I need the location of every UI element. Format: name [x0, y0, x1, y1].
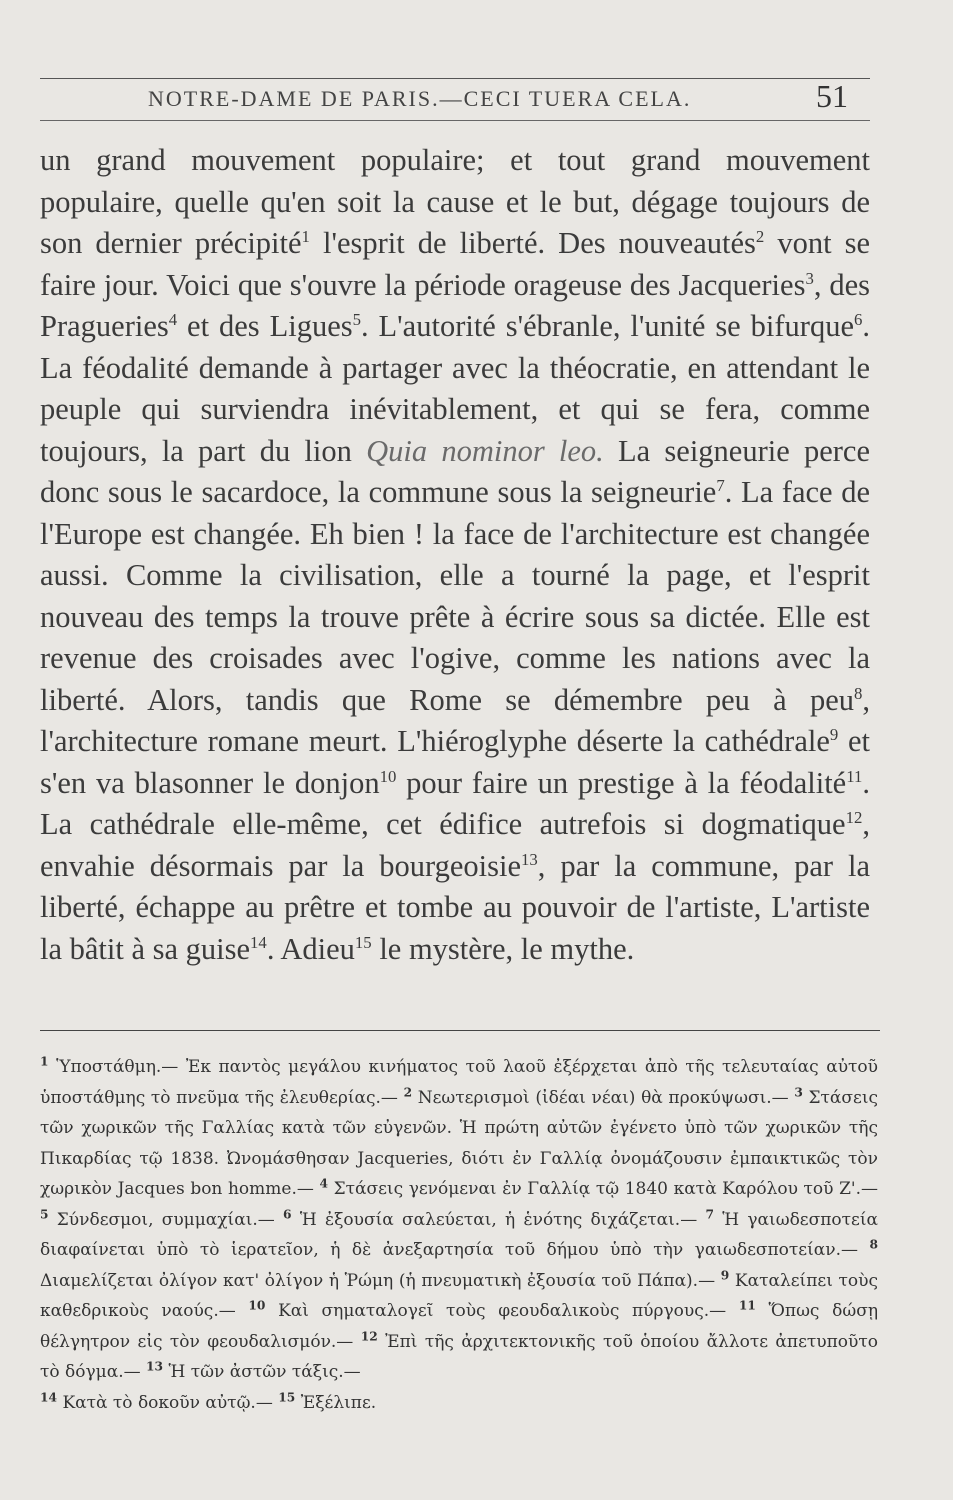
footnote-block: $^1$ Ὑποστάθμη.— Ἐκ παντὸς μεγάλου κινήματος τοῦ λαοῦ ἐξέρχεται ἀπὸ τῆς τελευταίας αὐτοῦ ὑποστάθμης τὸ πνεῦμα τῆς ἐλευθερίας.— $^2$ Νεωτερισμοὶ (ἰδέαι νέαι) θὰ προκύψωσι.— $^3$ Στάσεις τῶν χωρικῶν τῆς Γαλλίας κατὰ τῶν εὐγενῶν. Ἡ πρώτη αὐτῶν ἐγένετο ὑπὸ τῶν χωρικῶν τῆς Πικαρδίας τῷ 1838. Ὠνομάσθησαν Jacqueries, διότι ἐν Γαλλίᾳ ὀνομάζουσιν ἐμπαικτικῶς τὸν χωρικὸν Jacques bon homme.— $^4$ Στάσεις γενόμεναι ἐν Γαλλίᾳ τῷ 1840 κατὰ Καρόλου τοῦ Ζ'.— $^5$ Σύνδεσμοι, συμμαχίαι.— $^6$ Ἡ ἐξουσία σαλεύεται, ἡ ἑνότης διχάζεται.— $^7$ Ἡ γαιωδεσποτεία διαφαίνεται ὑπὸ τὸ ἱερατεῖον, ἡ δὲ ἀνεξαρτησία τοῦ δήμου ὑπὸ τὴν γαιωδεσποτείαν.— $^8$ Διαμελίζεται ὀλίγον κατ' ὀλίγον ἡ Ῥώμη (ἡ πνευματικὴ ἐξουσία τοῦ Πάπα).— $^9$ Καταλείπει τοὺς καθεδρικοὺς ναούς.— $^{10}$ Καὶ σηματαλογεῖ τοὺς φεουδαλικοὺς πύργους.— $^{11}$ Ὅπως δώσῃ θέλγητρον εἰς τὸν φεουδαλισμόν.— $^{12}$ Ἐπὶ τῆς ἀρχιτεκτονικῆς τοῦ ὁποίου ἄλλοτε ἀπετυποῦτο τὸ δόγμα.— $^{13}$ Ἡ τῶν ἀστῶν τάξις.— $^{14}$ Κατὰ τὸ δοκοῦν αὐτῷ.— $^{15}$ Ἐξέλιπε. — [40, 1054, 879, 1413]
footnote-number: 14 — [40, 1389, 58, 1404]
running-title: NOTRE-DAME DE PARIS.—CECI TUERA CELA. — [148, 86, 692, 111]
header-rule-top — [40, 78, 870, 79]
footnote-number: 1 — [40, 1054, 49, 1069]
footnote-number: 7 — [705, 1206, 714, 1221]
footnote-number: 8 — [869, 1237, 878, 1252]
header-rule-bottom — [40, 120, 870, 121]
latin-quote: Quia nominor leo. — [366, 433, 604, 468]
footnote-divider — [40, 1030, 880, 1031]
footnote-ref: 12 — [845, 807, 863, 827]
footnote-number: 15 — [278, 1389, 296, 1404]
page-header — [40, 78, 870, 122]
footnote-ref: 14 — [250, 932, 267, 952]
footnote-ref: 13 — [521, 849, 538, 869]
footnote-number: 13 — [146, 1359, 164, 1374]
footnote-ref: 1 — [301, 226, 310, 246]
footnote-ref: 15 — [354, 932, 372, 952]
footnote-number: 11 — [738, 1298, 756, 1313]
footnote-ref: 9 — [829, 724, 839, 744]
footnote-ref: 4 — [168, 309, 178, 329]
footnote-ref: 6 — [853, 309, 863, 329]
footnote-number: 3 — [794, 1084, 803, 1099]
footnotes — [40, 1052, 878, 1418]
page-number: 51 — [816, 78, 848, 114]
footnote-number: 4 — [319, 1176, 328, 1191]
main-text — [40, 140, 870, 970]
footnote-ref: 7 — [716, 475, 725, 495]
footnote-number: 6 — [283, 1206, 292, 1221]
footnote-number: 2 — [403, 1084, 413, 1099]
footnote-number: 12 — [360, 1328, 378, 1343]
footnote-ref: 10 — [379, 766, 397, 786]
footnote-number: 9 — [720, 1267, 730, 1282]
footnote-ref: 5 — [352, 309, 361, 329]
footnote-number: 10 — [248, 1298, 266, 1313]
paragraph: un grand mouvement populaire; et tout grand mouvement populaire, quelle qu'en soit la cause et le but, dégage toujours de son dernier précipité$^1$ l'esprit de liberté. Des nouveautés$^2$ vont se faire jour. Voici que s'ouvre la période orageuse des Jacqueries$^3$, des Pragueries$^4$ et des Ligues$^5$. L'autorité s'ébranle, l'unité se bifurque$^6$. La féodalité demande à partager avec la théocratie, en attendant le peuple qui surviendra inévitablement, et qui se fera, comme toujours, la part du lion Quia nominor leo. La seigneurie perce donc sous le sacardoce, la commune sous la seigneurie$^7$. La face de l'Europe est changée. Eh bien ! la face de l'architecture est changée aussi. Comme la civilisation, elle a tourné la page, et l'esprit nouveau des temps la trouve prête à écrire sous sa dictée. Elle est revenue des croisades avec l'ogive, comme les nations avec la liberté. Alors, tandis que Rome se démembre peu à peu$^8$, l'architecture romane meurt. L'hiéroglyphe déserte la cathédrale$^9$ et s'en va blasonner le donjon$^{10}$ pour faire un prestige à la féodalité$^{11}$. La cathédrale elle-même, cet édifice autrefois si dogmatique$^{12}$, envahie désormais par la bourgeoisie$^{13}$, par la commune, par la liberté, échappe au prêtre et tombe au pouvoir de l'artiste, L'artiste la bâtit à sa guise$^{14}$. Adieu$^{15}$ le mystère, le mythe. — [40, 143, 871, 966]
footnote-ref: 11 — [846, 766, 863, 786]
footnote-ref: 8 — [853, 683, 863, 703]
footnote-number: 5 — [40, 1206, 49, 1221]
footnote-ref: 3 — [805, 268, 814, 288]
footnote-ref: 2 — [755, 226, 765, 246]
